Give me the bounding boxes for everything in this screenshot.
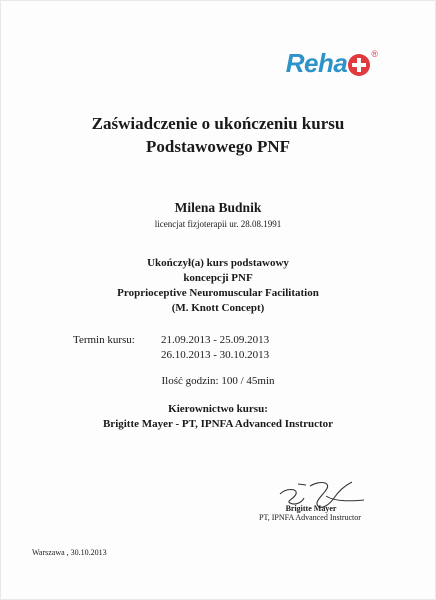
signatory-role: PT, IPNFA Advanced Instructor	[259, 513, 361, 522]
term-label: Termin kursu:	[73, 334, 135, 346]
leadership-name: Brigitte Mayer - PT, IPNFA Advanced Instructor	[102, 418, 334, 430]
course-line3: Proprioceptive Neuromuscular Facilitation	[117, 287, 319, 299]
term-date-1: 21.09.2013 - 25.09.2013	[161, 334, 270, 346]
course-line1: Ukończył(a) kurs podstawowy	[147, 257, 289, 269]
course-line4: (M. Knott Concept)	[171, 302, 265, 314]
leadership-label: Kierownictwo kursu:	[168, 403, 268, 415]
recipient-name: Milena Budnik	[174, 200, 262, 215]
course-line2: koncepcji PNF	[183, 272, 253, 284]
course-hours: Ilość godzin: 100 / 45min	[161, 375, 275, 387]
place-and-date: Warszawa , 30.10.2013	[32, 548, 107, 557]
reha-logo	[286, 50, 378, 76]
certificate-title-line2: Podstawowego PNF	[145, 137, 290, 156]
registered-mark: ®	[371, 49, 378, 59]
certificate-title-line1: Zaświadczenie o ukończeniu kursu	[91, 114, 345, 133]
recipient-license: licencjat fizjoterapii ur. 28.08.1991	[154, 219, 282, 229]
signatory-name: Brigitte Mayer	[285, 504, 337, 513]
term-date-2: 26.10.2013 - 30.10.2013	[161, 349, 270, 361]
plus-circle-icon	[348, 54, 370, 76]
logo-text: Reha	[285, 48, 348, 78]
